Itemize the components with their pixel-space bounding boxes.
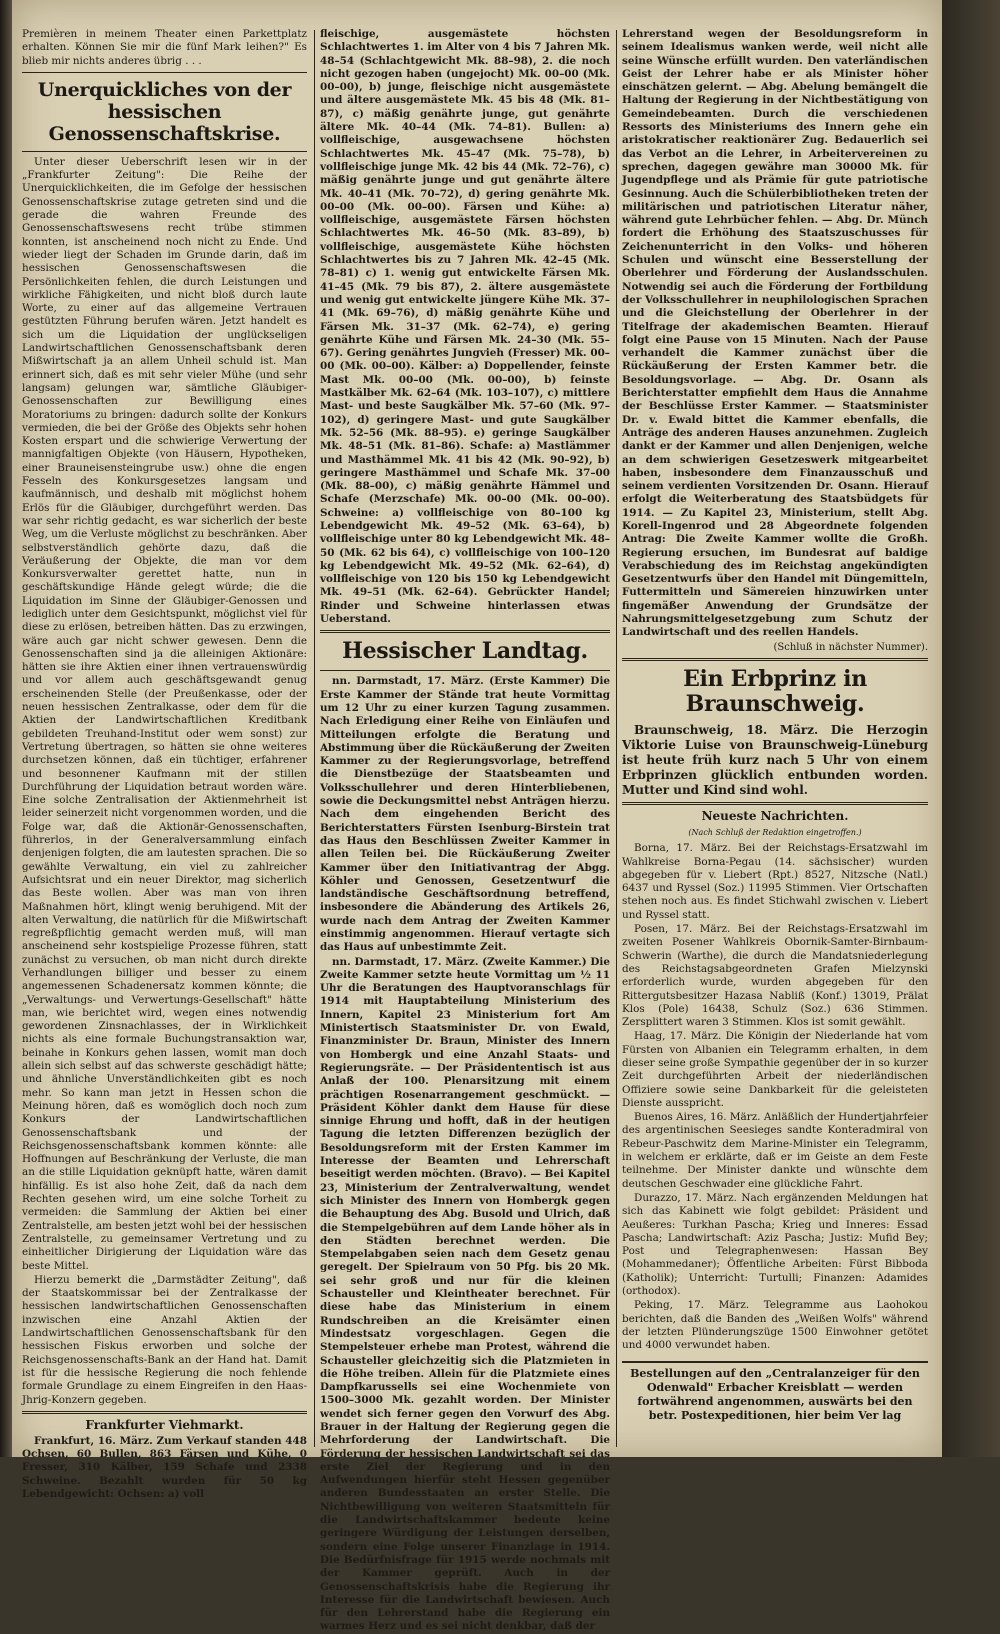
landtag-headline: Hessischer Landtag. bbox=[342, 638, 588, 665]
genossenschaftskrise-headline: Unerquickliches von der hessischen Genossenschaftskrise. bbox=[37, 78, 292, 145]
news-item: Durazzo, 17. März. Nach ergänzenden Meldungen hat sich das Kabinett wie folgt gebildet: Präsident und Aeußeres: Turkhan Pascha; Krieg und Inneres: Essad Pascha; Landwirtschaft: Aziz Pascha; Justiz: Mufid Bey; Post und Telegraphenwesen: Hassan Bey (Mohammedaner); Öffentliche Arbeiten: Fürst Bibboda (Katholik); Unterricht: Turtulli; Finanzen: Adamides (orthodox). bbox=[622, 1191, 928, 1298]
landtag-paragraph: nn. Darmstadt, 17. März. (Zweite Kammer.) Die Zweite Kammer setzte heute Vormittag um ½ 11 Uhr die Beratungen des Hauptvoranschlags für 1914 mit Hauptabteilung Ministerium des Innern, Kapitel 23 Ministerium fort Am Ministertisch Staatsminister Dr. von Ewald, Finanzminister Dr. Braun, Minister des Innern von Hombergk und eine Anzahl Staats- und Regierungsräte. — Der Präsidententisch ist aus Anlaß der 100. Plenarsitzung mit einem prächtigen Rosenarrangement geschmückt. — Präsident Köhler dankt dem Hause für diese sinnige Ehrung und hofft, daß in der heutigen Tagung die letzten Differenzen bezüglich der Besoldungsreform mit der Ersten Kammer im Interesse der Beamten und Lehrerschaft beseitigt werden möchten. (Bravo). — Bei Kapitel 23, Ministerium der Zentralverwaltung, wendet sich Minister des Innern von Hombergk gegen die Behauptung des Abg. Busold und Ulrich, daß die Stempelgebühren auf dem Lande höher als in den Städten berechnet werden. Die Stempelabgaben seien nach dem Gesetz genau geregelt. Der Spielraum von 50 Pfg. bis 20 Mk. sei sehr groß und nur für die kleinen Schausteller und Kleintheater berechnet. Für diese habe das Ministerium in einem Rundschreiben an die Kreisämter einen Mindestsatz vorgeschlagen. Gegen die Stempelsteuer erhebe man Protest, während die Schausteller gleichzeitig sich die Platzmieten in die Höhe treiben. Allein für die Platzmiete eines Dampfkarussells sei eine Wochenmiete von 1500–3000 Mk. gezahlt worden. Der Minister wendet sich ferner gegen den Vorwurf des Abg. Brauer in der Haltung der Regierung gegen die Mehrforderung der Landwirtschaft. Die Förderung der hessischen Landwirtschaft sei das erste Ziel der Regierung und in den Aufwendungen hierfür steht Hessen gegenüber anderen Bundesstaaten an erster Stelle. Die Nichtbewilligung von weiteren Staatsmitteln für die Landwirtschaftskammer bedeute keine geringere Würdigung der Leistungen derselben, sondern eine Folge unserer Finanzlage in 1914. Die Bedürfnisfrage für 1915 werde nochmals mit der Kammer geprüft. Auch in der Genossenschaftskrisis habe die Regierung ihr Interesse für die Landwirtschaft bewiesen. Auch für den Lehrerstand habe die Regierung ein warmes Herz und es sei nicht denkbar, daß der bbox=[320, 955, 610, 1633]
divider bbox=[622, 658, 928, 661]
divider bbox=[22, 72, 307, 73]
order-box: Bestellungen auf den „Centralanzeiger für den Odenwald" Erbacher Kreisblatt — werden fortwährend angenommen, auswärts bei den betr. Postexpeditionen, hier beim Ver lag bbox=[622, 1361, 928, 1423]
news-item: Buenos Aires, 16. März. Anläßlich der Hundertjahrfeier des argentinischen Seesieges sandte Konteradmiral von Rebeur-Paschwitz dem Marine-Minister ein Telegramm, in welchem er erklärte, daß er im Geiste an dem Feste teilnehme. Der Minister dankte und wünschte dem deutschen Geschwader eine glückliche Fahrt. bbox=[622, 1111, 928, 1190]
divider bbox=[22, 151, 307, 152]
column-1 bbox=[22, 28, 307, 1500]
divider bbox=[320, 670, 610, 671]
column-rule bbox=[314, 30, 315, 1447]
divider bbox=[320, 630, 610, 633]
article-paragraph: Unter dieser Ueberschrift lesen wir in der „Frankfurter Zeitung": Die Reihe der Unerquicklichkeiten, die im Gefolge der hessischen Genossenschaftskrise zutage getreten sind und die gerade die wahren Freunde des Genossenschaftswesens recht trübe stimmen konnten, ist anscheinend noch nicht zu Ende. Und wieder liegt der Schaden im Grunde darin, daß im hessischen Genossenschaftswesen die Persönlichkeiten fehlen, die durch Leistungen und wirkliche Fähigkeiten, und nicht bloß durch laute Worte, zu einer auf das allgemeine Vertrauen gestützten Führung berufen wären. Jetzt handelt es sich um die Liquidation der unglückseligen Landwirtschaftlichen Genossenschaftsbank deren Mißwirtschaft ja an allem Unheil schuld ist. Man erinnert sich, daß es mit sehr vieler Mühe (und sehr langsam) gelungen war, sämtliche Gläubiger-Genossenschaften zur Bewilligung eines Moratoriums zu bringen: dadurch sollte der Konkurs vermieden, die bei der Größe des Objekts sehr hohen Kosten erspart und die schwierige Verwertung der mannigfaltigen Objekte (von Häusern, Hypotheken, einer Brauneisensteingrube usw.) ohne die engen Fesseln des Konkursgesetzes langsam und kaufmännisch, und deshalb mit möglichst hohem Erlös für die Gläubiger, durchgeführt werden. Das war sehr richtig gedacht, es war sicherlich der beste Weg, um die Verluste möglichst zu beschränken. Aber selbstverständlich gehörte dazu, daß die Veräußerung der Objekte, die man vor dem Konkursverwalter gerettet hatte, nun in geschäftskundige Hände gelegt würde; die die Liquidation im Sinne der Gläubiger-Genossen und lediglich unter dem Gesichtspunkt, möglichst viel für diese zu erlösen, betreiben hätten. Das zu erzwingen, wäre auch gar nicht schwer gewesen. Denn die Genossenschaften sind ja die alleinigen Aktionäre: hätten sie ihre Aktien einer ihnen vertrauenswürdig und vor allem auch geschäftsgewandt genug erscheinenden Stelle (der Preußenkasse, oder der neuen hessischen Zentralkasse, oder dem für die Aktien der Landwirtschaftlichen Kreditbank gebildeten Treuhand-Institut oder wem sonst) zur Vertretung übertragen, so hätten sie ohne weiteres durchsetzen können, daß ein tüchtiger, erfahrener und besonnener Kaufmann mit der stillen Durchführung der Liquidation betraut worden wäre. Eine solche Zentralisation der Aktienmehrheit ist leider seinerzeit nicht vorgenommen worden, und die Folge war, daß die Aktionär-Genossenschaften, führerlos, in der Generalversammlung einfach denjenigen folgten, die am lautesten sprachen. Die so gewählte Verwaltung, ein viel zu zahlreicher Aufsichtsrat und ein neuer Direktor, mag sicherlich das Beste wollen. Aber was man von ihren Maßnahmen hört, klingt wenig beruhigend. Mit der alten Verwaltung, die natürlich für die Mißwirtschaft regreßpflichtig gemacht werden muß, will man anscheinend sehr kostspielige Prozesse führen, statt zunächst zu versuchen, ob man nicht durch direkte Verhandlungen billiger und besser zu einem angemessenen Schadenersatz kommen könnte; die „Verwaltungs- und Verwertungs-Gesellschaft" hätte man, wie berichtet wird, wegen eines notwendig gewordenen Zinsnachlasses, der in Wirklichkeit nichts als eine formale Buchungstransaktion war, beinahe in Konkurs gehen lassen, womit man doch allein sich selbst auf das schwerste geschädigt hätte; und ähnliche Unverständlichkeiten gibt es noch mehr. So kann man jetzt in Hessen schon die Meinung hören, daß es womöglich doch noch zum Konkurs der Landwirtschaftlichen Genossenschaftsbank und der Reichsgenossenschaftsbank kommen könnte: alle Hoffnungen auf Beschränkung der Verluste, die man an die stille Liquidation geknüpft hatte, wären damit hinfällig. Es ist also hohe Zeit, daß da nach dem Rechten gesehen wird, um eine solche Torheit zu vermeiden: die Sammlung der Aktien bei einer Zentralstelle, am besten jetzt wohl bei der hessischen Zentralstelle, zu gemeinsamer Vertretung und zu einheitlicher Dirigierung der Liquidation wäre das beste Mittel. bbox=[22, 155, 307, 1272]
viehmarkt-continued: fleischige, ausgemästete höchsten Schlachtwertes 1. im Alter von 4 bis 7 Jahren Mk. 48–54 (Schlachtgewicht Mk. 88–98), 2. die noch nicht gezogen haben (ungejocht) Mk. 00–00 (Mk. 00–00), b) junge, fleischige nicht ausgemästete und ältere ausgemästete Mk. 45 bis 48 (Mk. 81–87), c) mäßig genährte junge, gut genährte ältere Mk. 40–44 (Mk. 74–81). Bullen: a) vollfleischige, ausgewachsene höchsten Schlachtwertes Mk. 45–47 (Mk. 75–78), b) vollfleischige junge Mk. 42 bis 44 (Mk. 72–76), c) mäßig genährte junge und gut genährte ältere Mk. 40–41 (Mk. 70–72), d) gering genährte Mk. 00–00 (Mk. 00–00). Färsen und Kühe: a) vollfleischige, ausgemästete Färsen höchsten Schlachtwertes Mk. 46–50 (Mk. 83–89), b) vollfleischige, ausgemästete Kühe höchsten Schlachtwertes bis zu 7 Jahren Mk. 42–45 (Mk. 78–81) c) 1. wenig gut entwickelte Färsen Mk. 41–45 (Mk. 79 bis 87), 2. ältere ausgemästete und wenig gut entwickelte jüngere Kühe Mk. 37–41 (Mk. 69–76), d) mäßig genährte Kühe und Färsen Mk. 31–37 (Mk. 62–74), e) gering genährte Kühe und Färsen Mk. 24–30 (Mk. 55–67). Gering genährtes Jungvieh (Fresser) Mk. 00–00 (Mk. 00–00). Kälber: a) Doppellender, feinste Mast Mk. 00–00 (Mk. 00–00), b) feinste Mastkälber Mk. 62–64 (Mk. 103–107), c) mittlere Mast- und beste Saugkälber Mk. 57–60 (Mk. 97–102), d) geringere Mast- und gute Saugkälber Mk. 52–56 (Mk. 88–95). e) geringe Saugkälber Mk. 48–51 (Mk. 81–86). Schafe: a) Mastlämmer und Masthämmel Mk. 41 bis 42 (Mk. 90–92), b) geringere Masthämmel und Schafe Mk. 37–00 (Mk. 88–00), c) mäßig genährte Hämmel und Schafe (Merzschafe) Mk. 00–00 (Mk. 00–00). Schweine: a) vollfleischige von 80–100 kg Lebendgewicht Mk. 49–52 (Mk. 63–64), b) vollfleischige unter 80 kg Lebendgewicht Mk. 48–50 (Mk. 62 bis 64), c) vollfleischige von 100–120 kg Lebendgewicht Mk. 49–52 (Mk. 62–64), d) vollfleischige von 120 bis 150 kg Lebendgewicht Mk. 49–51 (Mk. 62–64). Gebrückter Handel; Rinder und Schweine hinterlassen etwas Ueberstand. bbox=[320, 28, 610, 626]
landtag-continued: Lehrerstand wegen der Besoldungsreform in seinem Idealismus wanken werde, weil nicht alle seine Wünsche erfüllt wurden. Den vaterländischen Geist der Lehrer habe er als Minister höher einschätzen gelernt. — Abg. Abelung bemängelt die Haltung der Regierung in der Nichtbestätigung von Gemeindebeamten. Durch die verschiedenen Ressorts des Ministeriums des Innern gehe ein aristokratischer reaktionärer Zug. Bedauerlich sei das Verbot an die Lehrer, in Arbeitervereinen zu sprechen, dagegen gewähre man 30000 Mk. für Jugendpflege und als Prämie für gute patriotische Gesinnung. Auch die Schülerbibliotheken treten der militärischen und patriotischen Literatur näher, während gute Lehrbücher fehlen. — Abg. Dr. Münch fordert die Erhöhung des Staatszuschusses für Zeichenunterricht in den Volks- und höheren Schulen und wünscht eine Besserstellung der Oberlehrer und Förderung der Auslandsschulen. Notwendig sei auch die Förderung der Fortbildung der Volksschullehrer in neuphilologischen Sprachen und die Gleichstellung der Oberlehrer in der Titelfrage der akademischen Beamten. Hierauf folgt eine Pause von 15 Minuten. Nach der Pause verhandelt die Kammer zunächst über die Rückäußerung der Ersten Kammer betr. die Besoldungsvorlage. — Abg. Dr. Osann als Berichterstatter empfiehlt dem Haus die Annahme der Beschlüsse Erster Kammer. — Staatsminister Dr. v. Ewald bittet die Kammer ebenfalls, die Anträge des anderen Hauses anzunehmen. Zugleich dankt er der Kammer und allen Denjenigen, welche an dem schwierigen Gesetzeswerk mitgearbeitet haben, insbesondere dem Finanzausschuß und seinem verdienten Vorsitzenden Dr. Osann. Hierauf erfolgt die Weiterberatung des Staatsbüdgets für 1914. — Zu Kapitel 23, Ministerium, stellt Abg. Korell-Ingenrod und 28 Abgeordnete folgenden Antrag: Die Zweite Kammer wollte die Großh. Regierung ersuchen, im Bundesrat auf baldige Verabschiedung des im Reichstag angekündigten Gesetzentwurfs über den Handel mit Düngemitteln, Futtermitteln und Sämereien hinzuwirken unter fingemäßer Anwendung der Grundsätze der Nahrungsmittelgesetzgebung zum Schutz der Landwirtschaft und des reellen Handels. bbox=[622, 28, 928, 639]
viehmarkt-headline: Frankfurter Viehmarkt. bbox=[85, 1417, 244, 1432]
left-margin-fragment bbox=[0, 940, 12, 1340]
intro-lines: Premièren in meinem Theater einen Parkettplatz erhalten. Können Sie mir die fünf Mark leihen?" Es blieb mir nichts anderes übrig . . . bbox=[22, 28, 307, 67]
divider bbox=[22, 1411, 307, 1414]
news-headline: Neueste Nachrichten. bbox=[701, 808, 849, 823]
column-rule bbox=[616, 30, 617, 1447]
article-paragraph: Hierzu bemerkt die „Darmstädter Zeitung", daß der Staatskommissar bei der Zentralkasse der hessischen landwirtschaftlichen Genossenschaften inzwischen eine Anzahl Aktien der Landwirtschaftlichen Genossenschaftsbank für den hessischen Fiskus erworben und solche der Reichsgenossenschafts-Bank an der Hand hat. Damit ist für die hessische Regierung die noch fehlende formale Grundlage zu einem Eingreifen in den Haas-Jhrig-Konzern gegeben. bbox=[22, 1273, 307, 1406]
news-item: Peking, 17. März. Telegramme aus Laohokou berichten, daß die Banden des „Weißen Wolfs" während der letzten Plünderungszüge 1500 Einwohner getötet und 4000 verwundet haben. bbox=[622, 1299, 928, 1352]
erbprinz-headline: Ein Erbprinz in Braunschweig. bbox=[683, 665, 867, 717]
news-item: Posen, 17. März. Bei der Reichstags-Ersatzwahl im zweiten Posener Wahlkreis Obornik-Samter-Birnbaum-Schwerin (Warthe), die durch die Mandatsniederlegung des Reichstagsabgeordneten Grafen Mielzynski erforderlich wurde, wurden abgegeben für den Rittergutsbesitzer Hazasa Nabliß (Konf.) 13019, Prälat Klos (Pole) 16438, Schulz (Soz.) 636 Stimmen. Zersplittert waren 3 Stimmen. Klos ist somit gewählt. bbox=[622, 923, 928, 1029]
column-2 bbox=[320, 28, 610, 1633]
news-item: Borna, 17. März. Bei der Reichstags-Ersatzwahl im Wahlkreise Borna-Pegau (14. sächsischer) wurden abgegeben für v. Liebert (Rpt.) 8527, Nitzsche (Natl.) 6437 und Ryssel (Soz.) 11995 Stimmen. Vier Ortschaften stehen noch aus. Es findet Stichwahl zwischen v. Liebert und Ryssel statt. bbox=[622, 842, 928, 921]
newspaper-sheet bbox=[12, 0, 942, 1633]
closing-note: (Schluß in nächster Nummer). bbox=[773, 641, 928, 653]
viehmarkt-text: Frankfurt, 16. März. Zum Verkauf standen 448 Ochsen, 60 Bullen, 863 Färsen und Kühe, 0 Fresser, 310 Kälber, 159 Schafe und 2338 Schweine. Bezahlt wurden für 50 kg Lebendgewicht: Ochsen: a) voll bbox=[22, 1434, 307, 1500]
landtag-paragraph: nn. Darmstadt, 17. März. (Erste Kammer) Die Erste Kammer der Stände trat heute Vormittag um 12 Uhr zu einer kurzen Tagung zusammen. Nach Erledigung einer Reihe von Einläufen und Mitteilungen erfolgte die Beratung und Abstimmung über die Rückäußerung der Zweiten Kammer zu der Regierungsvorlage, betreffend die Dienstbezüge der Staatsbeamten und Volksschullehrer und deren Hinterbliebenen, sowie die Deckungsmittel nebst Anträgen hierzu. Nach dem eingehenden Bericht des Berichterstatters Fürsten Isenburg-Birstein trat das Haus den Beschlüssen Zweiter Kammer in allen Teilen bei. Die Rückäußerung Zweiter Kammer über den Initiativantrag der Abgg. Köhler und Genossen, Gesetzentwurf die landständische Geschäftsordnung betreffend, insbesondere die Abänderung des Artikels 26, wurde nach dem Antrag der Zweiten Kammer einstimmig angenommen. Hierauf vertagte sich das Haus auf unbestimmte Zeit. bbox=[320, 675, 610, 954]
right-edge bbox=[942, 0, 1000, 1457]
erbprinz-text: Braunschweig, 18. März. Die Herzogin Viktorie Luise von Braunschweig-Lüneburg ist heute früh kurz nach 5 Uhr von einem Erbprinzen glücklich entbunden worden. Mutter und Kind sind wohl. bbox=[622, 722, 928, 797]
divider bbox=[622, 802, 928, 805]
news-item: Haag, 17. März. Die Königin der Niederlande hat vom Fürsten von Albanien ein Telegramm erhalten, in dem dieser seine große Sympathie gegenüber der in so kurzer Zeit durchgeführten Arbeit der niederländischen Offiziere sowie seine Dankbarkeit für die geleisteten Dienste ausspricht. bbox=[622, 1030, 928, 1109]
column-3 bbox=[622, 28, 928, 1447]
news-subnote: (Nach Schluß der Redaktion eingetroffen.) bbox=[688, 827, 862, 837]
